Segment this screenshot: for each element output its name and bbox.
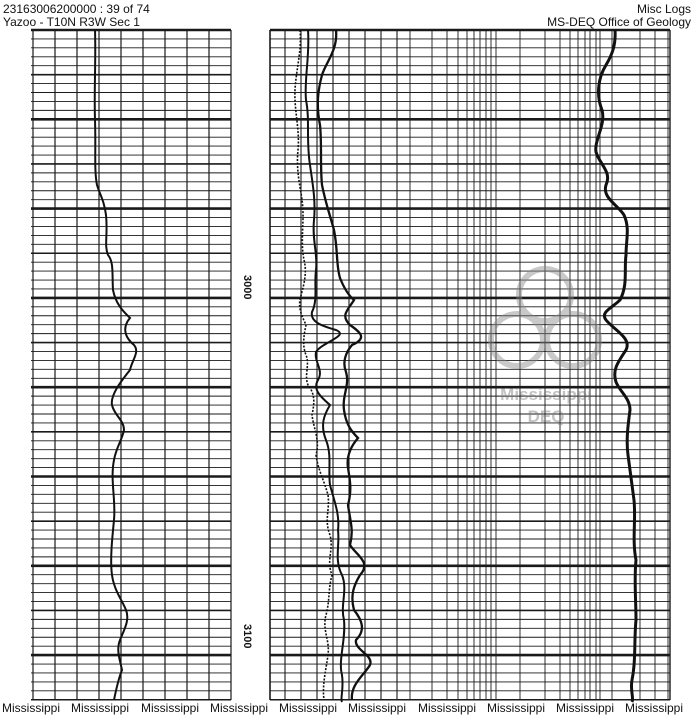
footer-text: Mississippi — [210, 701, 269, 715]
footer-text: Mississippi — [556, 701, 615, 715]
footer-text: Mississippi — [2, 701, 61, 715]
agency-label: MS-DEQ Office of Geology — [547, 15, 691, 29]
right-track-grid — [270, 30, 670, 700]
watermark-text-line1: Mississippi — [500, 385, 592, 404]
footer-text: Mississippi — [418, 701, 477, 715]
depth-label-3100: 3100 — [241, 624, 253, 649]
footer-text: Mississippi — [348, 701, 407, 715]
watermark-text-line2: DEQ — [527, 407, 565, 426]
category-label: Misc Logs — [636, 2, 691, 16]
depth-label-3000: 3000 — [241, 275, 253, 300]
footer-text: Mississippi — [71, 701, 130, 715]
footer-watermark-strip — [0, 701, 697, 715]
footer-text: Mississippi — [625, 701, 684, 715]
footer-text: Mississippi — [279, 701, 338, 715]
well-id-page-label: 23163006200000 : 39 of 74 — [3, 2, 150, 16]
footer-text: Mississippi — [487, 701, 546, 715]
location-label: Yazoo - T10N R3W Sec 1 — [3, 15, 140, 29]
footer-text: Mississippi — [141, 701, 200, 715]
sp-curve-left — [95, 30, 136, 700]
